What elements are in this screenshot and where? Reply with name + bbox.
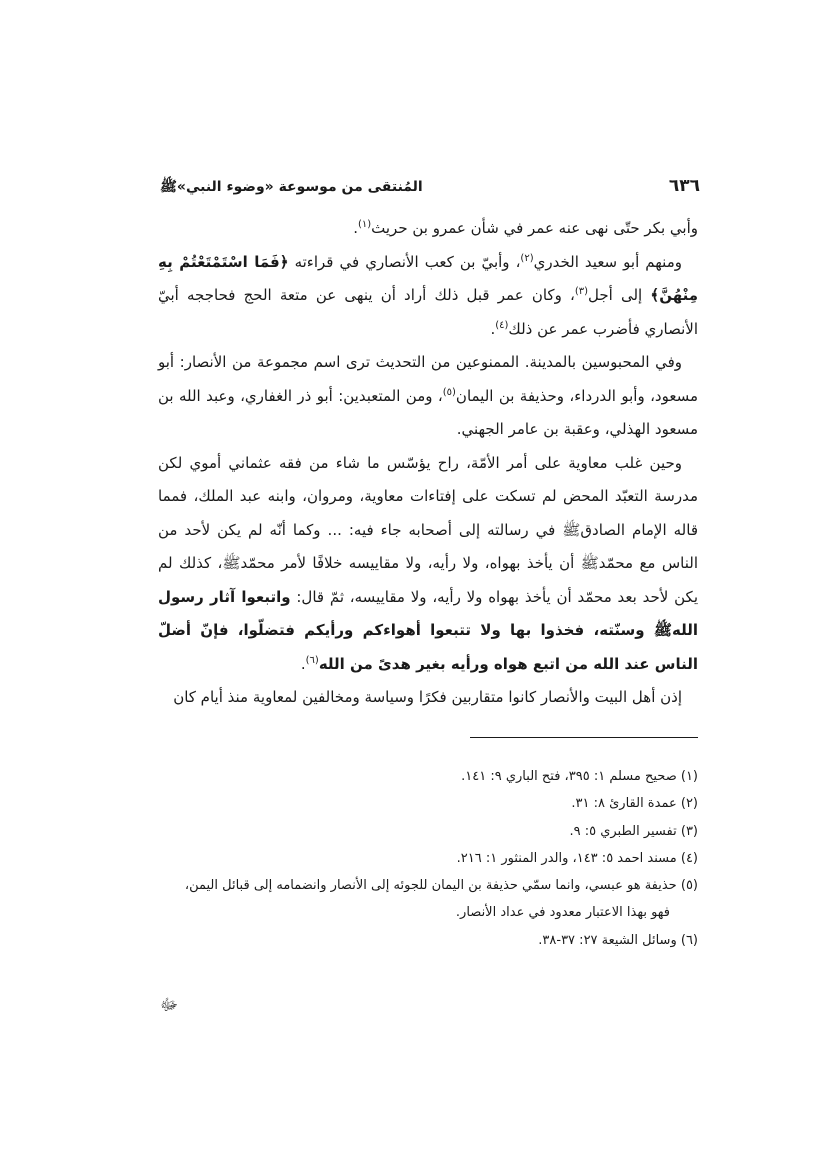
footnotes <box>158 763 698 954</box>
paragraph-5: إذن أهل البيت والأنصار كانوا متقاربين فكرًا وسياسة ومخالفين لمعاوية منذ أيام كان <box>173 688 682 706</box>
footnote: (٣) تفسير الطبري ٥: ٩. <box>569 823 698 839</box>
footnote-ref-2: (٢) <box>520 252 534 264</box>
footnote: (٤) مسند احمد ٥: ١٤٣، والدر المنثور ١: ٢١٦. <box>456 850 698 866</box>
footnote-ref-5: (٥) <box>442 386 456 398</box>
footnote: (٢) عمدة القارئ ٨: ٣١. <box>571 796 698 812</box>
page-header <box>160 176 700 196</box>
footnote: (٥) حذيفة هو عبسي، وانما سمّي حذيفة بن اليمان للجوئه إلى الأنصار وانضمامه إلى قبائل اليمن، <box>184 878 698 894</box>
footnote-divider <box>470 737 698 738</box>
paragraph-2: ومنهم أبو سعيد الخدري$^{(٢)}$، وأبيّ بن كعب الأنصاري في قراءته ﴿فَمَا اسْتَمْتَعْتُمْ بِهِ مِنْهُنَّ﴾ إلى أجل$^{(٣)}$، وكان عمر قبل ذلك أراد أن ينهى عن متعة الحج فحاججه أبيّ الأنصاري فأضرب عمر عن ذلك$^{(٤)}$. <box>158 252 699 338</box>
running-title: المُنتقى من موسوعة «وضوء النبي»ﷺ <box>160 179 423 195</box>
paragraph-4: وحين غلب معاوية على أمر الأمّة، راح يؤسّس ما شاء من فقه عثماني أموي لكن مدرسة التعبّد المحض لم تسكت على إفتاءات معاوية، ومروان، وابنه عبد الملك، فمما قاله الإمام الصادقﷺ في رسالته إلى أصحابه جاء فيه: ... وكما أنّه لم يكن لأحد من الناس مع محمّدﷺ أن يأخذ بهواه، ولا رأيه، ولا مقاييسه خلافًا لأمر محمّدﷺ، كذلك لم يكن لأحد بعد محمّد أن يأخذ بهواه ولا رأيه، ولا مقاييسه، ثمّ قال: واتبعوا آثار رسول اللهﷺ وسنّته، فخذوا بها ولا تتبعوا أهواءكم ورأيكم فتضلّوا، فإنّ أضلّ الناس عند الله من اتبع هواه ورأيه بغير هدىً من الله$^{(٦)}$. <box>158 453 698 673</box>
footnote-ref-3: (٣) <box>574 286 589 297</box>
page-number: ٦٣٦ <box>668 176 700 196</box>
footnote: (١) صحيح مسلم ١: ٣٩٥، فتح الباري ٩: ١٤١. <box>461 769 698 784</box>
footnote-ref-4: (٤) <box>495 319 509 331</box>
page-ornament: ﷻ <box>160 995 179 1014</box>
footnote-ref-6: (٦) <box>305 654 319 666</box>
footnote: (٦) وسائل الشيعة ٢٧: ٣٧-٣٨. <box>538 932 698 948</box>
quran-verse: ﴿فَمَا اسْتَمْتَعْتُمْ بِهِ مِنْهُنَّ﴾ <box>158 252 699 304</box>
paragraph-3: وفي المحبوسين بالمدينة. الممنوعين من التحديث ترى اسم مجموعة من الأنصار: أبو مسعود، وأبو الدرداء، وحذيفة بن اليمان$^{(٥)}$، ومن المتعبدين: أبو ذر الغفاري، وعبد الله بن مسعود الهذلي، وعقبة بن عامر الجهني. <box>158 353 698 438</box>
quoted-saying: واتبعوا آثار رسول اللهﷺ وسنّته، فخذوا بها ولا تتبعوا أهواءكم ورأيكم فتضلّوا، فإنّ أضلّ الناس عند الله من اتبع هواه ورأيه بغير هدىً من الله <box>158 587 698 673</box>
footnote-continuation: فهو بهذا الاعتبار معدود في عداد الأنصار. <box>455 905 670 921</box>
paragraph-1: وأبي بكر حتّى نهى عنه عمر في شأن عمرو بن حريث$^{(١)}$. <box>353 219 698 237</box>
main-text <box>158 212 698 715</box>
footnote-ref-1: (١) <box>357 219 372 230</box>
